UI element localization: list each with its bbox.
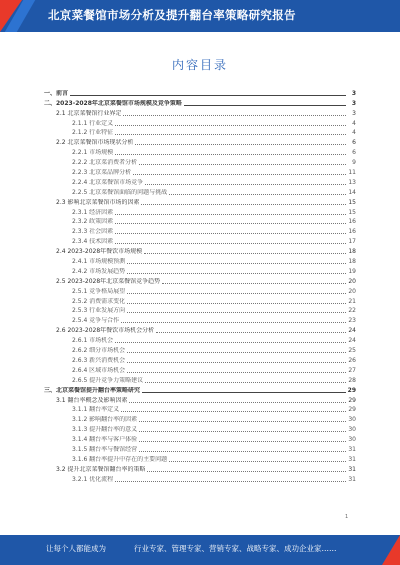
toc-entry[interactable]	[44, 405, 356, 415]
toc-entry-page: 30	[348, 426, 356, 434]
toc-entry-page: 23	[348, 317, 356, 325]
toc-entry-title: 2.1 北京菜餐馆行业界定	[56, 109, 122, 117]
toc-entry[interactable]	[44, 464, 356, 474]
toc-leader-dots	[139, 164, 346, 165]
toc-entry[interactable]	[44, 276, 356, 286]
toc-entry-page: 31	[348, 475, 356, 483]
toc-entry-title: 2.2.4 北京菜餐馆市场竞争	[72, 178, 144, 186]
toc-entry[interactable]	[44, 177, 356, 187]
toc-leader-dots	[162, 283, 346, 284]
toc-leader-dots	[127, 372, 346, 373]
toc-entry-title: 2.6.1 市场机会	[72, 337, 114, 345]
toc-leader-dots	[121, 411, 346, 412]
toc-entry-page: 15	[348, 208, 356, 216]
toc-entry[interactable]	[44, 147, 356, 157]
toc-entry[interactable]	[44, 315, 356, 325]
toc-entry[interactable]	[44, 256, 356, 266]
toc-entry-title: 2.3 影响北京菜餐馆市场的因素	[56, 198, 140, 206]
toc-entry[interactable]	[44, 167, 356, 177]
toc-leader-dots	[144, 253, 346, 254]
toc-entry-page: 19	[348, 267, 356, 275]
footer-red-accent	[382, 535, 400, 565]
toc-entry-title: 一、前言	[44, 89, 69, 97]
toc-entry-title: 2.6.2 细分市场机会	[72, 347, 126, 355]
toc-leader-dots	[115, 233, 346, 234]
toc-entry[interactable]	[44, 345, 356, 355]
toc-entry[interactable]	[44, 355, 356, 365]
toc-leader-dots	[156, 332, 346, 333]
toc-entry-page: 18	[348, 258, 356, 266]
toc-entry-page: 24	[348, 337, 356, 345]
toc-entry-page: 6	[352, 149, 356, 157]
toc-entry[interactable]	[44, 88, 356, 98]
toc-leader-dots	[127, 293, 346, 294]
toc-entry[interactable]	[44, 474, 356, 484]
toc-entry[interactable]	[44, 108, 356, 118]
toc-leader-dots	[123, 115, 346, 116]
toc-leader-dots	[127, 312, 346, 313]
toc-entry-title: 3.1.2 影响翻台率的因素	[72, 416, 138, 424]
toc-leader-dots	[169, 461, 346, 462]
toc-entry[interactable]	[44, 325, 356, 335]
toc-entry-page: 4	[352, 119, 356, 127]
report-title: 北京菜餐馆市场分析及提升翻台率策略研究报告	[48, 8, 296, 22]
toc-entry[interactable]	[44, 434, 356, 444]
toc-entry[interactable]	[44, 98, 356, 108]
toc-entry-title: 2.6 2023-2028年餐饮市场机会分析	[56, 327, 155, 335]
toc-leader-dots	[127, 263, 346, 264]
toc-entry-title: 3.1.6 翻台率提升中存在的主要问题	[72, 455, 168, 463]
toc-entry[interactable]	[44, 375, 356, 385]
toc-entry[interactable]	[44, 306, 356, 316]
toc-entry[interactable]	[44, 395, 356, 405]
toc-entry-page: 24	[348, 327, 356, 335]
toc-leader-dots	[70, 95, 346, 96]
toc-entry-page: 31	[348, 445, 356, 453]
toc-entry-page: 11	[348, 169, 356, 177]
footer-banner	[0, 535, 400, 565]
toc-leader-dots	[115, 223, 346, 224]
toc-entry-page: 3	[352, 109, 356, 117]
toc-entry-title: 三、北京菜餐馆提升翻台率策略研究	[44, 386, 141, 394]
toc-leader-dots	[139, 421, 346, 422]
toc-entry-page: 22	[348, 307, 356, 315]
toc-entry[interactable]	[44, 414, 356, 424]
toc-leader-dots	[115, 214, 346, 215]
toc-leader-dots	[115, 134, 346, 135]
toc-leader-dots	[142, 392, 346, 393]
toc-entry-title: 二、2023-2028年北京菜餐馆市场规模及竞争策略	[44, 99, 182, 107]
toc-leader-dots	[135, 144, 346, 145]
toc-entry[interactable]	[44, 365, 356, 375]
toc-entry-page: 31	[348, 465, 356, 473]
toc-leader-dots	[115, 481, 346, 482]
toc-entry[interactable]	[44, 207, 356, 217]
toc-entry-page: 31	[348, 455, 356, 463]
toc-entry[interactable]	[44, 217, 356, 227]
toc-entry-title: 2.3.2 政策因素	[72, 218, 114, 226]
toc-leader-dots	[145, 184, 346, 185]
toc-entry[interactable]	[44, 137, 356, 147]
toc-leader-dots	[127, 352, 346, 353]
toc-entry-title: 3.1 翻台率概念及影响因素	[56, 396, 128, 404]
toc-entry-title: 3.1.5 翻台率与餐馆经营	[72, 445, 138, 453]
toc-leader-dots	[139, 431, 346, 432]
header-banner	[0, 0, 400, 32]
toc-entry-page: 20	[348, 287, 356, 295]
toc-leader-dots	[127, 362, 346, 363]
toc-entry-title: 2.1.1 行业定义	[72, 119, 114, 127]
toc-entry-page: 30	[348, 436, 356, 444]
toc-entry[interactable]	[44, 118, 356, 128]
toc-leader-dots	[115, 243, 346, 244]
toc-entry[interactable]	[44, 335, 356, 345]
toc-entry-title: 2.4.2 市场发展趋势	[72, 267, 126, 275]
toc-leader-dots	[147, 471, 346, 472]
toc-entry-page: 28	[348, 376, 356, 384]
toc-entry[interactable]	[44, 246, 356, 256]
toc-entry-page: 26	[348, 356, 356, 364]
toc-entry[interactable]	[44, 454, 356, 464]
toc-entry-title: 2.5 2023-2028年北京菜餐馆竞争趋势	[56, 277, 161, 285]
toc-leader-dots	[141, 204, 346, 205]
toc-leader-dots	[115, 154, 346, 155]
toc-entry-page: 14	[348, 188, 356, 196]
toc-entry-page: 27	[348, 366, 356, 374]
page-number: 1	[345, 514, 349, 520]
toc-entry-page: 3	[351, 89, 356, 97]
toc-leader-dots	[127, 273, 346, 274]
toc-leader-dots	[115, 125, 346, 126]
toc-entry-title: 2.5.3 行业发展方向	[72, 307, 126, 315]
toc-entry-title: 2.2.2 北京菜消费者分析	[72, 159, 138, 167]
toc-entry-title: 2.6.3 新兴消费机会	[72, 356, 126, 364]
toc-entry-title: 3.1.3 提升翻台率的意义	[72, 426, 138, 434]
toc-entry[interactable]	[44, 128, 356, 138]
toc-entry-title: 2.5.1 竞争格局展望	[72, 287, 126, 295]
toc-leader-dots	[127, 303, 346, 304]
toc-leader-dots	[169, 194, 346, 195]
toc-leader-dots	[129, 402, 346, 403]
toc-entry-title: 2.4 2023-2028年餐饮市场规模	[56, 248, 143, 256]
toc-entry-page: 21	[348, 297, 356, 305]
toc-entry[interactable]	[44, 187, 356, 197]
toc-entry[interactable]	[44, 385, 356, 395]
toc-entry-page: 29	[347, 386, 356, 394]
toc-entry[interactable]	[44, 296, 356, 306]
toc-entry-title: 3.1.4 翻台率与客户体验	[72, 436, 138, 444]
toc-entry-page: 16	[348, 218, 356, 226]
toc-entry-page: 17	[348, 238, 356, 246]
toc-leader-dots	[184, 105, 346, 106]
toc-entry-title: 2.3.1 经济因素	[72, 208, 114, 216]
toc-leader-dots	[139, 441, 346, 442]
toc-entry[interactable]	[44, 226, 356, 236]
toc-entry-page: 30	[348, 416, 356, 424]
toc-entry-page: 25	[348, 347, 356, 355]
toc-entry[interactable]	[44, 197, 356, 207]
toc-entry[interactable]	[44, 424, 356, 434]
toc-entry-page: 9	[352, 159, 356, 167]
toc-leader-dots	[139, 451, 346, 452]
toc-entry-title: 2.5.2 消费需求变化	[72, 297, 126, 305]
toc-entry-page: 3	[351, 99, 356, 107]
table-of-contents	[44, 88, 356, 484]
toc-entry-page: 18	[348, 248, 356, 256]
toc-entry-title: 3.2 提升北京菜餐馆翻台率的策略	[56, 465, 146, 473]
toc-entry[interactable]	[44, 236, 356, 246]
toc-leader-dots	[133, 174, 346, 175]
toc-entry-title: 2.5.4 竞争与合作	[72, 317, 120, 325]
toc-entry-title: 2.2.1 市场规模	[72, 149, 114, 157]
toc-entry-page: 6	[352, 139, 356, 147]
toc-entry-title: 2.3.3 社会因素	[72, 228, 114, 236]
toc-heading: 内容目录	[171, 58, 228, 72]
toc-entry-page: 29	[348, 396, 356, 404]
toc-entry-page: 13	[348, 178, 356, 186]
toc-entry[interactable]	[44, 444, 356, 454]
toc-entry-title: 2.2.5 北京菜餐馆面临的问题与挑战	[72, 188, 168, 196]
toc-leader-dots	[115, 342, 346, 343]
toc-entry-title: 3.1.1 翻台率定义	[72, 406, 120, 414]
toc-entry-title: 2.2.3 北京菜品牌分析	[72, 169, 132, 177]
toc-entry-title: 2.4.1 市场规模预测	[72, 258, 126, 266]
toc-entry-page: 20	[348, 277, 356, 285]
toc-entry-title: 2.3.4 技术因素	[72, 238, 114, 246]
toc-entry-page: 16	[348, 228, 356, 236]
toc-entry-title: 2.2 北京菜餐馆市场现状分析	[56, 139, 134, 147]
toc-entry-page: 15	[348, 198, 356, 206]
toc-entry-page: 29	[348, 406, 356, 414]
toc-entry-title: 2.1.2 行业特征	[72, 129, 114, 137]
toc-entry-title: 2.6.4 区域市场机会	[72, 366, 126, 374]
toc-leader-dots	[121, 322, 346, 323]
toc-entry[interactable]	[44, 266, 356, 276]
toc-entry[interactable]	[44, 157, 356, 167]
toc-entry-page: 4	[352, 129, 356, 137]
footer-slogan-right: 行业专家、管理专家、营销专家、战略专家、成功企业家……	[134, 544, 337, 553]
toc-leader-dots	[145, 382, 346, 383]
toc-entry[interactable]	[44, 286, 356, 296]
toc-entry-title: 2.6.5 提升竞争力策略建议	[72, 376, 144, 384]
footer-slogan-left: 让每个人都能成为	[46, 544, 106, 553]
toc-entry-title: 3.2.1 优化流程	[72, 475, 114, 483]
